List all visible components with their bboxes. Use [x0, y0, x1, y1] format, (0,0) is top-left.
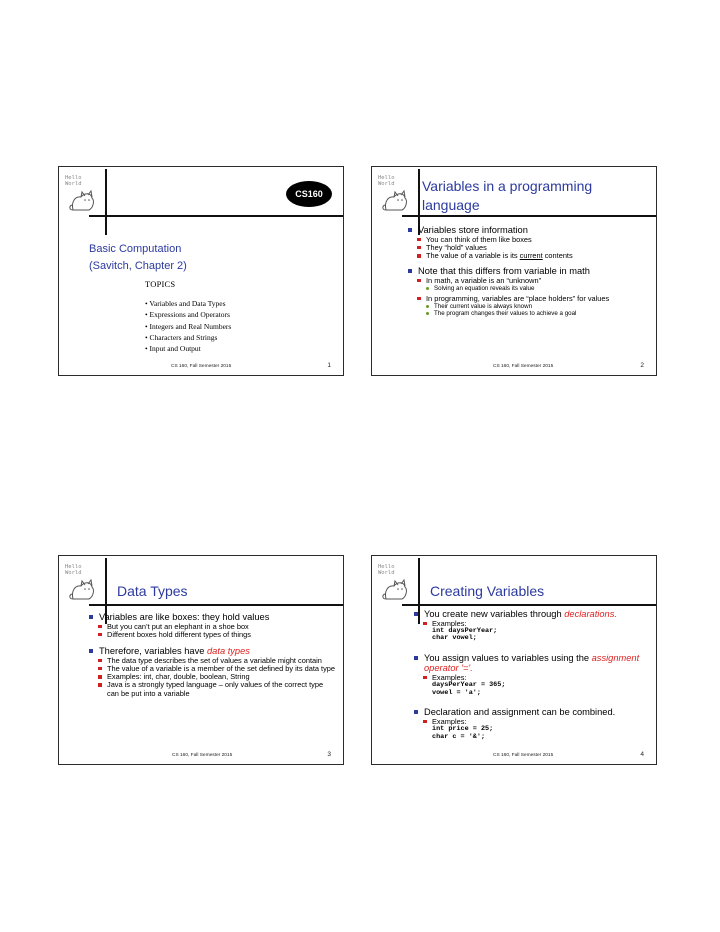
page-number: 2 — [640, 362, 644, 369]
bullet: Variables store information — [408, 225, 648, 236]
slide-title: Creating Variables — [430, 583, 545, 599]
code-line: daysPerYear = 365; — [432, 681, 506, 690]
bullet: You create new variables through declarations. — [414, 609, 650, 620]
sub-bullet: The value of a variable is its current contents — [408, 252, 648, 260]
slide-footer: CS 160, Fall Semester 2015 — [172, 753, 233, 758]
cat-icon — [382, 577, 410, 603]
slide-footer: CS 160, Fall Semester 2015 — [493, 753, 554, 758]
sub-bullet: The value of a variable is a member of the set defined by its data type — [89, 665, 337, 673]
sub-sub-bullet: The program changes their values to achieve a goal — [408, 310, 648, 318]
sub-bullet: Examples: int, char, double, boolean, String — [89, 673, 337, 681]
slide-title: Data Types — [117, 583, 188, 599]
sub-bullet: You can think of them like boxes — [408, 236, 648, 244]
sub-bullet: The data type describes the set of values a variable might contain — [89, 657, 337, 665]
topic-item: • Variables and Data Types — [145, 299, 226, 308]
hello-world-logo: Hello World — [374, 175, 418, 217]
code-line: char c = '&'; — [432, 732, 486, 741]
topic-item: • Expressions and Operators — [145, 310, 230, 320]
code-line: int daysPerYear; — [432, 626, 498, 635]
code-line: char vowel; — [432, 634, 477, 643]
page-number: 4 — [640, 751, 644, 758]
sub-bullet: They “hold” values — [408, 244, 648, 252]
sub-bullet: But you can’t put an elephant in a shoe box — [89, 623, 337, 631]
slide-divider-horizontal — [402, 604, 657, 606]
topics-list — [145, 298, 231, 354]
slide-1-heading: Basic Computation (Savitch, Chapter 2) — [89, 243, 187, 272]
sub-bullet: Examples: — [414, 718, 650, 726]
slide-divider-vertical — [105, 169, 107, 235]
bullet: Declaration and assignment can be combined. — [414, 707, 650, 718]
sub-bullet: In programming, variables are “place holders” for values — [408, 295, 648, 303]
code-line: int price = 25; — [432, 725, 494, 734]
slide-2 — [371, 166, 657, 376]
topic-item: • Input and Output — [145, 344, 201, 354]
slide-2-bullets — [408, 225, 648, 318]
bullet: Therefore, variables have data types — [89, 646, 337, 657]
slide-3 — [58, 555, 344, 765]
page-number: 1 — [327, 362, 331, 369]
topics-label: TOPICS — [145, 279, 176, 289]
topic-item: • Characters and Strings — [145, 332, 218, 342]
slide-4 — [371, 555, 657, 765]
code-line: vowel = 'a'; — [432, 688, 481, 697]
topic-item: • Integers and Real Numbers — [145, 321, 232, 331]
hello-world-logo: Hello World — [61, 175, 105, 217]
cat-icon — [69, 577, 97, 603]
slide-footer: CS 160, Fall Semester 2015 — [171, 364, 232, 369]
slide-title: Variables in a programming language — [422, 178, 593, 213]
slide-divider-horizontal — [402, 215, 657, 217]
sub-bullet: In math, a variable is an “unknown” — [408, 277, 648, 285]
slide-divider-horizontal — [89, 604, 344, 606]
bullet: Note that this differs from variable in math — [408, 266, 648, 277]
slide-3-bullets — [89, 612, 337, 698]
hello-world-logo: Hello World — [61, 564, 105, 606]
cat-icon — [382, 188, 410, 214]
slide-4-bullets — [414, 609, 650, 741]
cat-icon — [69, 188, 97, 214]
cs160-badge: CS160 — [286, 181, 332, 207]
bullet: You assign values to variables using the assignment operator '='. — [414, 653, 650, 674]
slide-divider-horizontal — [89, 215, 344, 217]
sub-sub-bullet: Their current value is always known — [408, 303, 648, 311]
sub-bullet: Examples: — [414, 674, 650, 682]
hello-world-logo: Hello World — [374, 564, 418, 606]
sub-sub-bullet: Solving an equation reveals its value — [408, 285, 648, 293]
sub-bullet: Java is a strongly typed language – only values of the correct type can be put into a variable — [89, 681, 337, 698]
slide-footer: CS 160, Fall Semester 2015 — [493, 364, 554, 369]
sub-bullet: Different boxes hold different types of things — [89, 631, 337, 639]
sub-bullet: Examples: — [414, 620, 650, 628]
bullet: Variables are like boxes: they hold values — [89, 612, 337, 623]
page-number: 3 — [327, 751, 331, 758]
slide-1 — [58, 166, 344, 376]
